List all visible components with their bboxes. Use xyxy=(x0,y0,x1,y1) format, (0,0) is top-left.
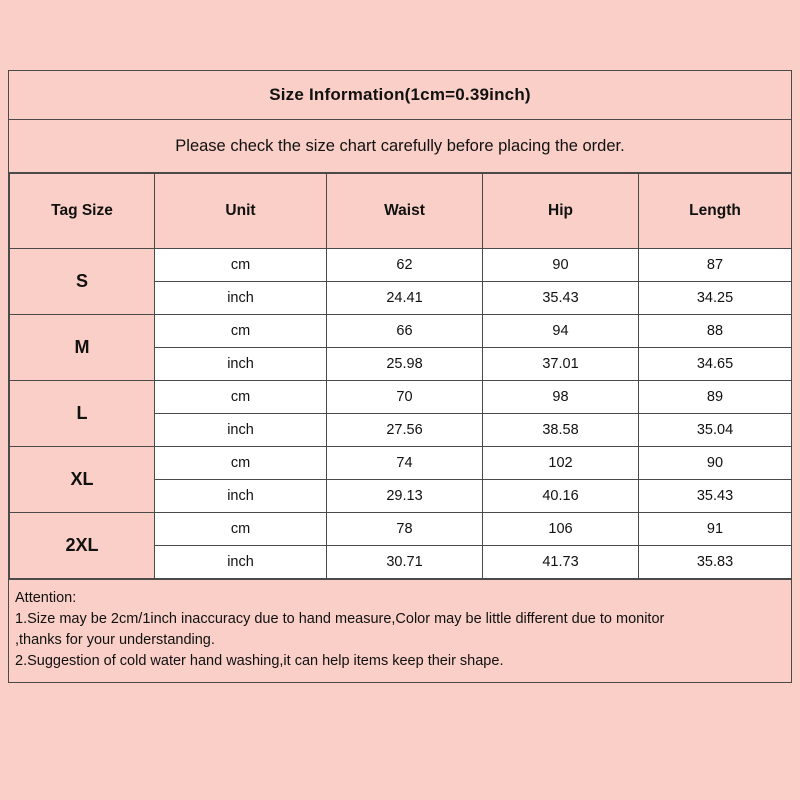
unit-cell: cm xyxy=(155,249,327,282)
hip-cell: 38.58 xyxy=(483,414,639,447)
hip-cell: 37.01 xyxy=(483,348,639,381)
hip-cell: 90 xyxy=(483,249,639,282)
hip-cell: 35.43 xyxy=(483,282,639,315)
table-header-row xyxy=(10,174,792,249)
tag-size-cell: 2XL xyxy=(10,513,155,579)
unit-cell: cm xyxy=(155,381,327,414)
length-cell: 88 xyxy=(639,315,792,348)
table-row xyxy=(10,315,792,348)
unit-cell: inch xyxy=(155,414,327,447)
unit-cell: cm xyxy=(155,315,327,348)
waist-cell: 24.41 xyxy=(327,282,483,315)
unit-cell: inch xyxy=(155,546,327,579)
tag-size-cell: S xyxy=(10,249,155,315)
hip-cell: 98 xyxy=(483,381,639,414)
waist-cell: 29.13 xyxy=(327,480,483,513)
column-header-hip: Hip xyxy=(483,174,639,249)
waist-cell: 62 xyxy=(327,249,483,282)
table-row xyxy=(10,513,792,546)
size-table xyxy=(9,173,792,579)
waist-cell: 30.71 xyxy=(327,546,483,579)
waist-cell: 70 xyxy=(327,381,483,414)
waist-cell: 78 xyxy=(327,513,483,546)
length-cell: 91 xyxy=(639,513,792,546)
chart-title-row xyxy=(9,71,791,120)
column-header-unit: Unit xyxy=(155,174,327,249)
attention-section xyxy=(9,579,791,682)
length-cell: 35.43 xyxy=(639,480,792,513)
unit-cell: inch xyxy=(155,480,327,513)
tag-size-cell: M xyxy=(10,315,155,381)
length-cell: 35.83 xyxy=(639,546,792,579)
length-cell: 34.25 xyxy=(639,282,792,315)
tag-size-cell: L xyxy=(10,381,155,447)
unit-cell: cm xyxy=(155,513,327,546)
attention-line-1: 1.Size may be 2cm/1inch inaccuracy due to hand measure,Color may be little different due to monitor xyxy=(15,611,665,628)
hip-cell: 41.73 xyxy=(483,546,639,579)
column-header-length: Length xyxy=(639,174,792,249)
length-cell: 87 xyxy=(639,249,792,282)
column-header-waist: Waist xyxy=(327,174,483,249)
page-title: Size Information(1cm=0.39inch) xyxy=(269,85,531,104)
unit-cell: inch xyxy=(155,282,327,315)
column-header-tag-size: Tag Size xyxy=(10,174,155,249)
waist-cell: 25.98 xyxy=(327,348,483,381)
length-cell: 90 xyxy=(639,447,792,480)
hip-cell: 94 xyxy=(483,315,639,348)
chart-subtitle-row xyxy=(9,120,791,173)
length-cell: 35.04 xyxy=(639,414,792,447)
size-chart-container xyxy=(8,70,792,683)
chart-subtitle: Please check the size chart carefully before placing the order. xyxy=(175,136,625,155)
table-row xyxy=(10,381,792,414)
length-cell: 89 xyxy=(639,381,792,414)
tag-size-cell: XL xyxy=(10,447,155,513)
hip-cell: 106 xyxy=(483,513,639,546)
waist-cell: 27.56 xyxy=(327,414,483,447)
hip-cell: 40.16 xyxy=(483,480,639,513)
unit-cell: inch xyxy=(155,348,327,381)
table-row xyxy=(10,249,792,282)
table-row xyxy=(10,447,792,480)
attention-line-3: 2.Suggestion of cold water hand washing,it can help items keep their shape. xyxy=(15,653,504,670)
table-body xyxy=(10,249,792,579)
unit-cell: cm xyxy=(155,447,327,480)
waist-cell: 74 xyxy=(327,447,483,480)
attention-heading: Attention: xyxy=(15,590,77,606)
attention-line-2: ,thanks for your understanding. xyxy=(15,632,215,649)
table-header xyxy=(10,174,792,249)
hip-cell: 102 xyxy=(483,447,639,480)
length-cell: 34.65 xyxy=(639,348,792,381)
waist-cell: 66 xyxy=(327,315,483,348)
